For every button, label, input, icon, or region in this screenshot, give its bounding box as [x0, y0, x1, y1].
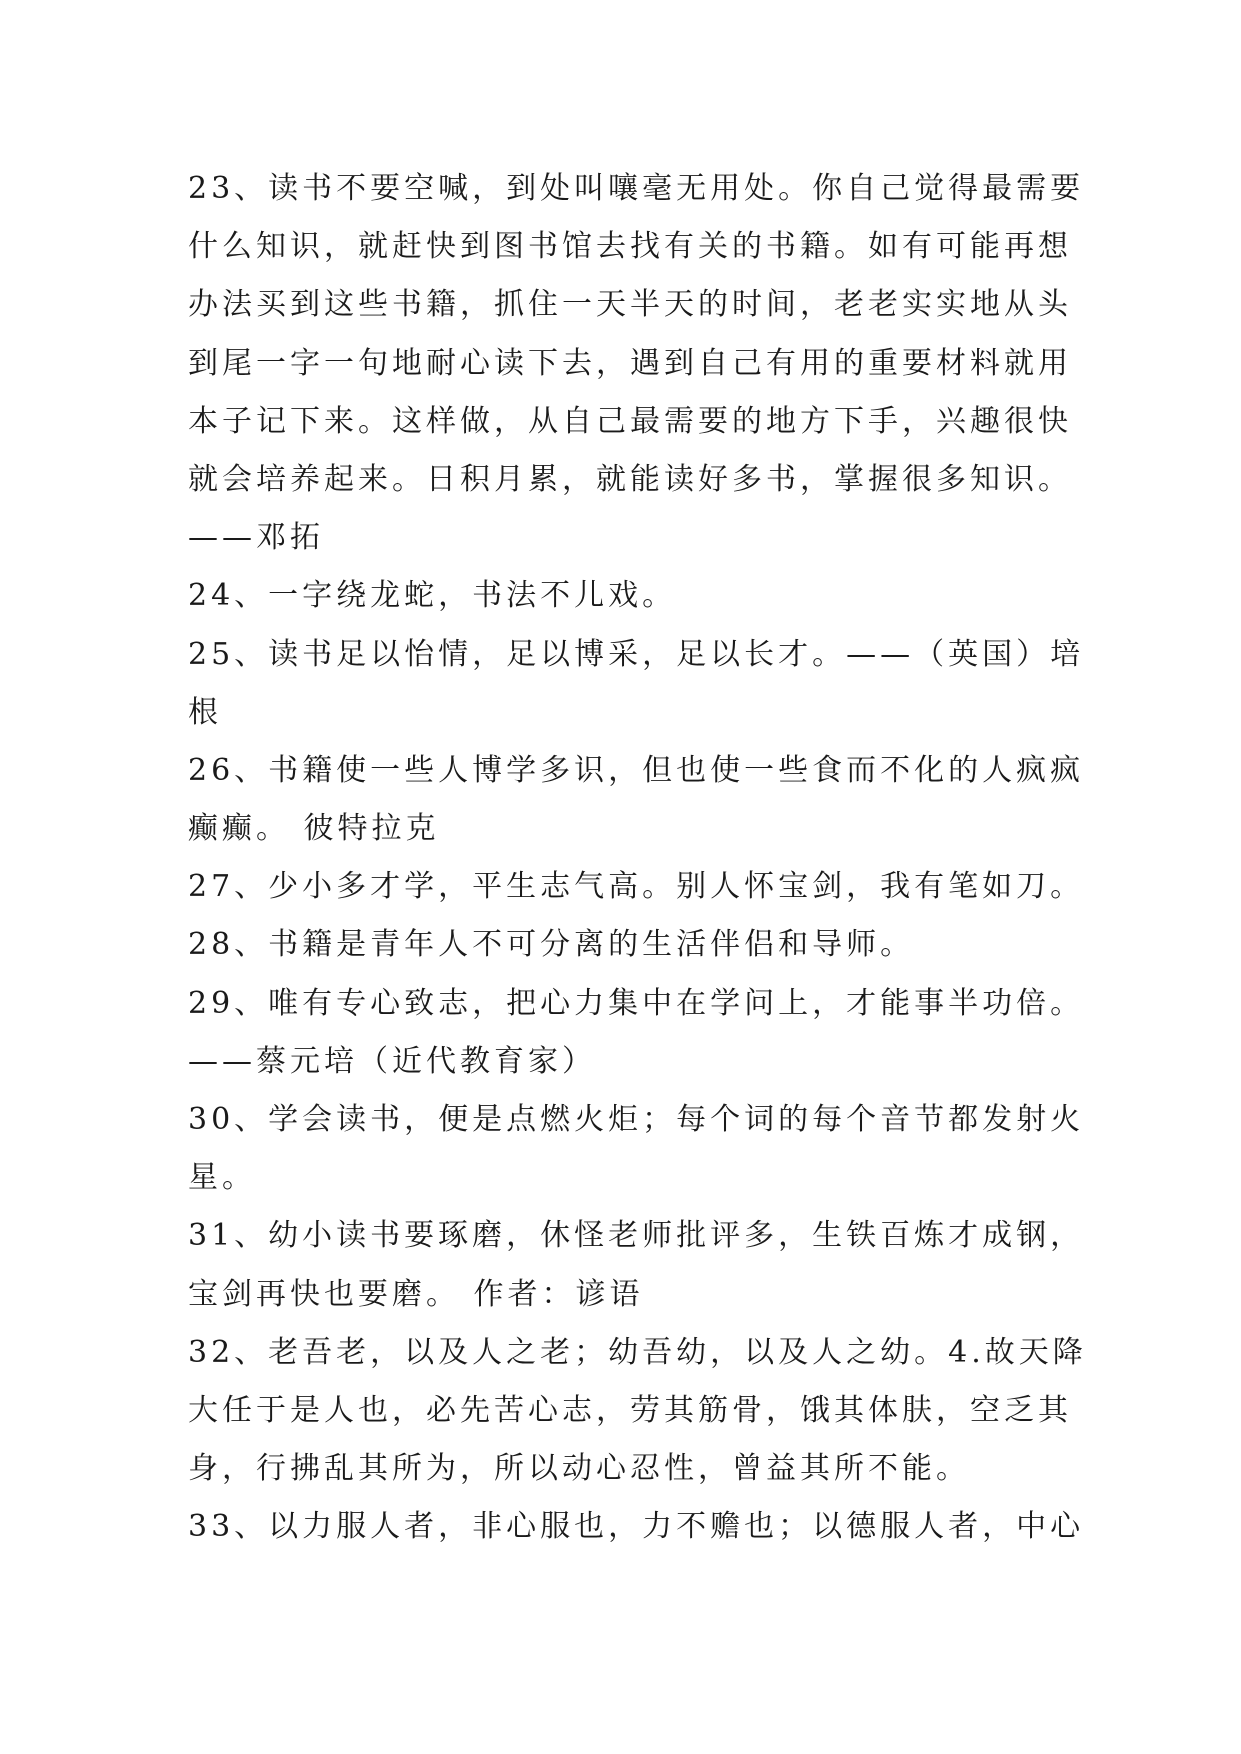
text-line: 31、幼小读书要琢磨，休怪老师批评多，生铁百炼才成钢， [188, 1218, 1085, 1254]
text-line: 办法买到这些书籍，抓住一天半天的时间，老老实实地从头 [188, 287, 1072, 323]
document-body [188, 160, 1087, 1557]
text-line: 28、书籍是青年人不可分离的生活伴侣和导师。 [188, 927, 915, 963]
text-line: 星。 [188, 1160, 256, 1196]
text-line: 大任于是人也，必先苦心志，劳其筋骨，饿其体肤，空乏其 [188, 1392, 1072, 1428]
text-line: 本子记下来。这样做，从自己最需要的地方下手，兴趣很快 [188, 403, 1072, 439]
text-line: 26、书籍使一些人博学多识，但也使一些食而不化的人疯疯 [188, 752, 1085, 788]
text-line: 29、唯有专心致志，把心力集中在学问上，才能事半功倍。 [188, 985, 1085, 1021]
text-line: 24、一字绕龙蛇，书法不儿戏。 [188, 578, 677, 614]
text-line: ——邓拓 [188, 520, 324, 556]
text-line: 癫癫。 彼特拉克 [188, 811, 440, 847]
text-line: 就会培养起来。日积月累，就能读好多书，掌握很多知识。 [188, 461, 1072, 497]
text-line: ——蔡元培（近代教育家） [188, 1043, 596, 1079]
text-line: 到尾一字一句地耐心读下去，遇到自己有用的重要材料就用 [188, 345, 1072, 381]
text-line: 23、读书不要空喊，到处叫嚷毫无用处。你自己觉得最需要 [188, 171, 1085, 206]
text-line: 30、学会读书，便是点燃火炬；每个词的每个音节都发射火 [188, 1102, 1085, 1137]
text-line: 33、以力服人者，非心服也，力不赡也；以德服人者，中心 [188, 1509, 1085, 1545]
text-line: 25、读书足以怡情，足以博采，足以长才。——（英国）培 [188, 636, 1085, 672]
text-line: 27、少小多才学，平生志气高。别人怀宝剑，我有笔如刀。 [188, 869, 1085, 905]
text-line: 宝剑再快也要磨。 作者：谚语 [188, 1276, 644, 1312]
text-line: 32、老吾老，以及人之老；幼吾幼，以及人之幼。4.故天降 [188, 1334, 1087, 1370]
text-line: 什么知识，就赶快到图书馆去找有关的书籍。如有可能再想 [188, 229, 1072, 265]
text-line: 根 [188, 694, 222, 730]
text-line: 身，行拂乱其所为，所以动心忍性，曾益其所不能。 [188, 1451, 970, 1487]
